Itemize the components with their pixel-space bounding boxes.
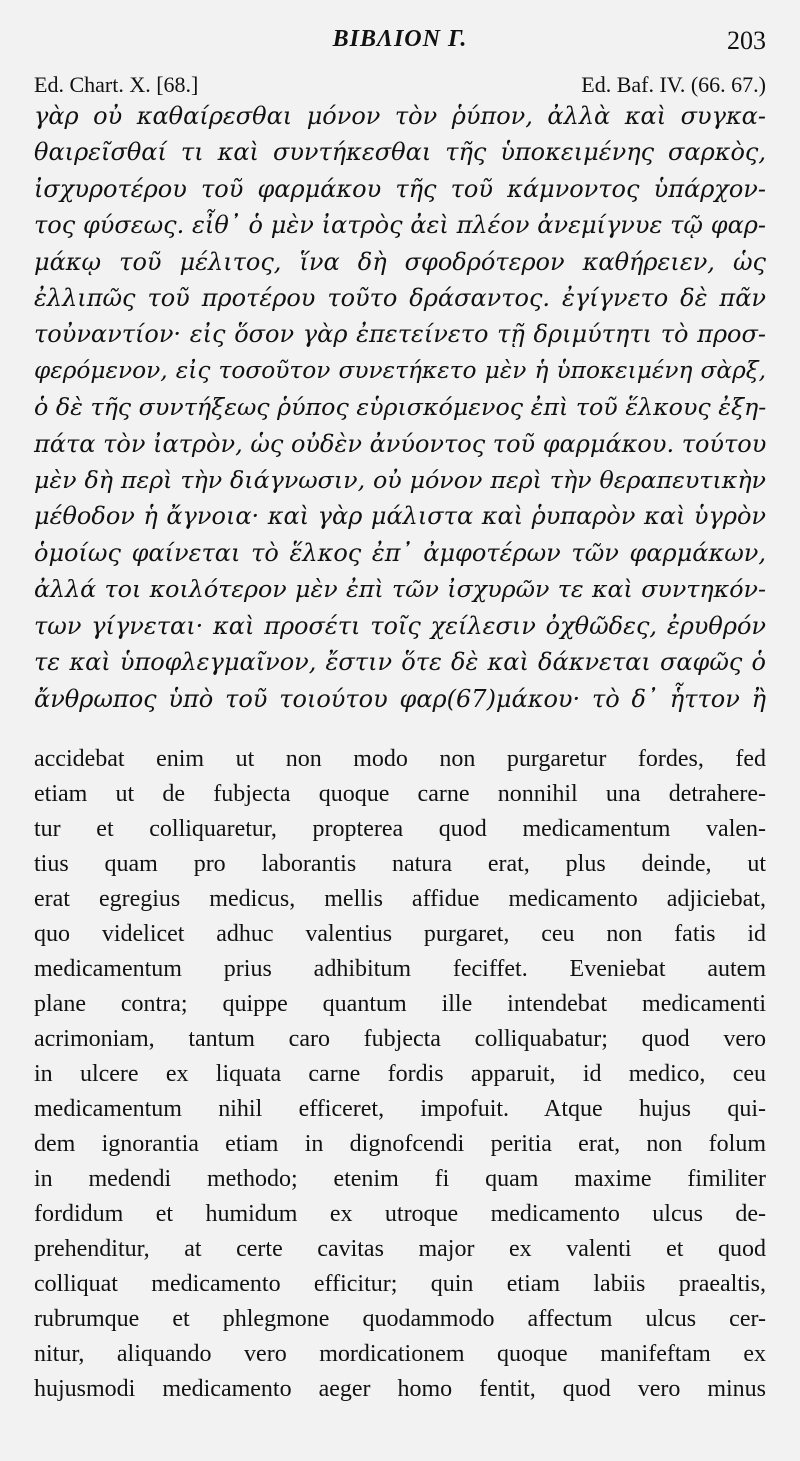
- greek-text-line: μὲν δὴ περὶ τὴν διάγνωσιν, οὐ μόνον περὶ τὴν θεραπευτικὴν: [34, 466, 766, 495]
- latin-text-line: hujusmodi medicamento aeger homo fentit, quod vero minus: [34, 1376, 766, 1402]
- greek-text-block: [34, 98, 766, 717]
- latin-text-line: fordidum et humidum ex utroque medicamento ulcus de-: [34, 1201, 766, 1227]
- greek-text-line: μέθοδον ἡ ἄγνοια· καὶ γὰρ μάλιστα καὶ ῥυπαρὸν καὶ ὑγρὸν: [34, 502, 766, 531]
- latin-text-line: in medendi methodo; etenim fi quam maxime fimiliter: [34, 1166, 766, 1192]
- greek-text-line: τε καὶ ὑποφλεγμαῖνον, ἔστιν ὅτε δὲ καὶ δάκνεται σαφῶς ὁ: [34, 648, 766, 677]
- greek-text-line: πάτα τὸν ἰατρὸν, ὡς οὐδὲν ἀνύοντος τοῦ φαρμάκου. τούτου: [34, 429, 767, 458]
- running-title: ΒΙΒΛΙΟΝ Γ.: [332, 26, 468, 52]
- greek-text-line: γὰρ οὐ καθαίρεσθαι μόνον τὸν ῥύπον, ἀλλὰ καὶ συγκα-: [34, 102, 766, 130]
- greek-text-line: μάκῳ τοῦ μέλιτος, ἵνα δὴ σφοδρότερον καθήρειεν, ὡς: [34, 247, 766, 276]
- latin-text-line: tur et colliquaretur, propterea quod medicamentum valen-: [34, 816, 766, 842]
- latin-text-line: accidebat enim ut non modo non purgaretur fordes, fed: [34, 746, 766, 772]
- greek-text-line: τος φύσεως. εἶθ᾽ ὁ μὲν ἰατρὸς ἀεὶ πλέον ἀνεμίγνυε τῷ φαρ-: [34, 211, 766, 240]
- latin-text-block: [34, 742, 766, 1407]
- greek-text-line: ἰσχυροτέρου τοῦ φαρμάκου τῆς τοῦ κάμνοντος ὑπάρχον-: [34, 174, 766, 203]
- greek-text-line: ὁμοίως φαίνεται τὸ ἕλκος ἐπ᾽ ἀμφοτέρων τῶν φαρμάκων,: [34, 538, 766, 567]
- latin-text-line: rubrumque et phlegmone quodammodo affectum ulcus cer-: [34, 1306, 766, 1332]
- latin-text-line: colliquat medicamento efficitur; quin etiam labiis praealtis,: [34, 1271, 766, 1297]
- latin-text-line: quo videlicet adhuc valentius purgaret, ceu non fatis id: [34, 921, 766, 947]
- edition-reference-line: [34, 72, 766, 98]
- latin-text-line: tius quam pro laborantis natura erat, plus deinde, ut: [34, 851, 766, 877]
- latin-text-line: prehenditur, at certe cavitas major ex valenti et quod: [34, 1236, 766, 1262]
- greek-text-line: φερόμενον, εἰς τοσοῦτον συνετήκετο μὲν ἡ ὑποκειμένη σὰρξ,: [34, 356, 766, 384]
- page-number: 203: [727, 26, 766, 55]
- edition-reference-basel: Ed. Baf. IV. (66. 67.): [581, 72, 766, 97]
- latin-text-line: erat egregius medicus, mellis affidue medicamento adjiciebat,: [34, 886, 766, 912]
- greek-text-line: των γίγνεται· καὶ προσέτι τοῖς χείλεσιν ὀχθῶδες, ἐρυθρόν: [34, 611, 766, 640]
- latin-text-line: nitur, aliquando vero mordicationem quoque manifeftam ex: [34, 1341, 766, 1367]
- latin-text-line: etiam ut de fubjecta quoque carne nonnihil una detrahere-: [34, 781, 766, 807]
- latin-text-line: acrimoniam, tantum caro fubjecta colliquabatur; quod vero: [34, 1026, 766, 1052]
- greek-text-line: ἐλλιπῶς τοῦ προτέρου τοῦτο δράσαντος. ἐγίγνετο δὲ πᾶν: [34, 284, 766, 313]
- latin-text-line: medicamentum nihil efficeret, impofuit. Atque hujus qui-: [34, 1096, 766, 1122]
- latin-text-line: dem ignorantia etiam in dignofcendi peritia erat, non folum: [34, 1131, 766, 1157]
- latin-text-line: plane contra; quippe quantum ille intendebat medicamenti: [34, 991, 766, 1017]
- greek-text-line: ὁ δὲ τῆς συντήξεως ῥύπος εὑρισκόμενος ἐπὶ τοῦ ἕλκους ἐξη-: [34, 393, 767, 422]
- latin-text-line: in ulcere ex liquata carne fordis apparuit, id medico, ceu: [34, 1061, 766, 1087]
- greek-text-line: ἀλλά τοι κοιλότερον μὲν ἐπὶ τῶν ἰσχυρῶν τε καὶ συντηκόν-: [34, 575, 766, 604]
- latin-text-line: medicamentum prius adhibitum feciffet. Eveniebat autem: [34, 956, 766, 982]
- edition-reference-chartier: Ed. Chart. X. [68.]: [34, 72, 199, 97]
- greek-text-line: τοὐναντίον· εἰς ὅσον γὰρ ἐπετείνετο τῇ δριμύτητι τὸ προσ-: [34, 320, 766, 349]
- greek-text-line: ἄνθρωπος ὑπὸ τοῦ τοιούτου φαρ(67)μάκου· τὸ δ᾽ ἧττον ἢ: [34, 684, 766, 713]
- running-head: [0, 26, 800, 56]
- greek-text-line: θαιρεῖσθαί τι καὶ συντήκεσθαι τῆς ὑποκειμένης σαρκὸς,: [34, 138, 766, 167]
